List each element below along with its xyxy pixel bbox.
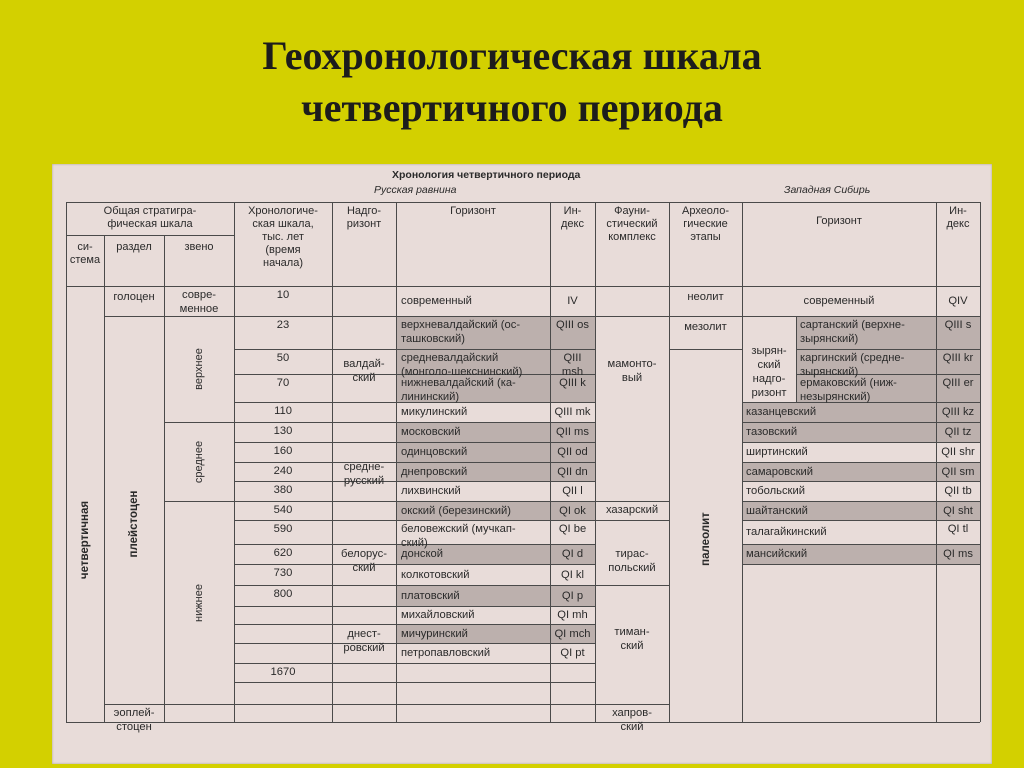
grid-line	[234, 462, 595, 463]
horizon-name: днепровский	[401, 465, 468, 478]
horizon-index: QI p	[561, 589, 584, 602]
grid-line	[796, 349, 980, 350]
faunal-tiraspol: тирас- польский	[608, 548, 656, 574]
horizon-index: QI pt	[560, 647, 585, 659]
chron-value: 380	[273, 484, 293, 496]
region-west-siberia: Западная Сибирь	[784, 184, 871, 196]
horizon-index: QI mch	[554, 627, 591, 640]
slide-title	[0, 30, 1024, 134]
superhorizon-dniester: днест- ровский	[343, 628, 385, 654]
ws-horizon-index: QII shr	[941, 446, 975, 458]
grid-line	[234, 422, 595, 423]
header-system: си- стема	[69, 241, 101, 266]
ws-horizon-name: сартанский (верхне- зырянский)	[800, 319, 905, 345]
header-faunal-complex: Фауни- стический комплекс	[606, 205, 658, 243]
header-index: Ин- декс	[561, 205, 584, 230]
grid-line	[234, 663, 595, 664]
chron-value: 1670	[270, 666, 296, 678]
grid-line	[234, 481, 595, 482]
grid-line	[595, 501, 669, 502]
grid-line	[234, 501, 595, 502]
header-split-line	[66, 235, 234, 236]
grid-line	[332, 286, 333, 722]
header-ws-index: Ин- декс	[946, 205, 970, 230]
horizon-index: IV	[567, 295, 578, 307]
grid-line	[595, 585, 669, 586]
archaeo-paleolithic: палеолит	[699, 512, 712, 566]
chron-value: 590	[273, 523, 293, 535]
link-lower: нижнее	[193, 583, 205, 622]
superhorizon-belorussian: белорус- ский	[341, 548, 387, 574]
horizon-index: QI mh	[557, 609, 588, 621]
table-right-line	[980, 202, 981, 722]
horizon-name: микулинский	[401, 406, 468, 418]
grid-line	[669, 349, 742, 350]
header-ws-horizon: Горизонт	[816, 215, 862, 227]
grid-line	[234, 643, 595, 644]
horizon-name: михайловский	[401, 609, 475, 621]
horizon-index: QII dn	[557, 465, 588, 478]
header-general-scale: Общая стратигра- фическая шкала	[103, 205, 197, 230]
chron-value: 10	[276, 289, 290, 301]
horizon-name: московский	[401, 426, 461, 438]
horizon-index: QI d	[561, 548, 584, 560]
horizon-index: QIII os	[556, 319, 589, 331]
horizon-name: колкотовский	[401, 568, 470, 581]
ws-horizon-name: ширтинский	[746, 446, 808, 458]
link-upper: верхнее	[193, 348, 205, 390]
ws-superhorizon-zyryan: зырян- ский надго- ризонт	[751, 345, 787, 399]
superhorizon-valdai: валдай- ский	[343, 358, 385, 384]
grid-line	[669, 316, 742, 317]
grid-line	[234, 520, 595, 521]
faunal-timan: тиман- ский	[614, 626, 650, 652]
grid-line	[742, 544, 980, 545]
grid-line	[796, 316, 797, 402]
chron-value: 50	[276, 352, 290, 364]
horizon-name: средневалдайский (монголо-шекснинский)	[401, 352, 523, 378]
ws-horizon-name: самаровский	[746, 465, 813, 478]
horizon-index: QIII mk	[554, 406, 591, 418]
ws-horizon-index: QII tb	[944, 485, 972, 497]
faunal-khazar: хазарский	[605, 504, 659, 516]
division-holocene: голоцен	[113, 291, 155, 303]
horizon-name: донской	[401, 548, 444, 560]
grid-line	[742, 442, 980, 443]
grid-line	[234, 606, 595, 607]
grid-line	[234, 585, 595, 586]
chron-value: 130	[273, 425, 293, 437]
header-link: звено	[184, 241, 214, 253]
title-line-1: Геохронологическая шкала	[262, 33, 762, 78]
system-quaternary: четвертичная	[79, 500, 91, 580]
chron-value: 110	[274, 405, 292, 417]
link-middle: среднее	[193, 440, 205, 483]
header-horizon: Горизонт	[450, 205, 496, 217]
grid-line	[234, 442, 595, 443]
faunal-khaprov: хапров- ский	[612, 707, 652, 733]
chron-value: 160	[273, 445, 293, 457]
grid-line	[234, 564, 595, 565]
grid-line	[332, 704, 396, 705]
ws-horizon-index: QIII kz	[941, 406, 975, 418]
grid-line	[742, 481, 980, 482]
grid-line	[332, 585, 396, 586]
grid-line	[742, 422, 980, 423]
chron-value: 70	[276, 377, 290, 389]
grid-line	[164, 501, 234, 502]
ws-horizon-name: каргинский (средне- зырянский)	[800, 352, 905, 378]
grid-line	[742, 520, 980, 521]
grid-line	[104, 316, 980, 317]
horizon-name: беловежский (мучкап- ский)	[401, 523, 516, 549]
horizon-index: QII l	[562, 485, 583, 497]
header-division: раздел	[116, 241, 152, 253]
horizon-name: современный	[401, 295, 472, 307]
table-bottom-line	[66, 722, 980, 723]
horizon-index: QII ms	[556, 426, 589, 438]
grid-line	[164, 422, 234, 423]
division-pleistocene: плейстоцен	[128, 490, 140, 558]
grid-line	[742, 402, 796, 403]
chron-value: 540	[273, 504, 293, 516]
chron-value: 800	[273, 588, 293, 600]
ws-horizon-index: QII tz	[944, 426, 972, 438]
ws-horizon-name: казанцевский	[746, 406, 817, 418]
header-chron-scale: Хронологиче- ская шкала, тыс. лет (время начала)	[248, 205, 318, 269]
table-caption: Хронология четвертичного периода	[392, 169, 581, 181]
horizon-name: мичуринский	[401, 627, 468, 640]
ws-horizon-name: тобольский	[746, 485, 805, 497]
archaeo-neolithic: неолит	[687, 291, 724, 303]
chron-value: 240	[273, 465, 293, 477]
grid-line	[396, 286, 397, 722]
horizon-index: QIII msh	[561, 352, 584, 378]
ws-horizon-name: тазовский	[746, 426, 798, 438]
superhorizon-middle-russian: средне- русский	[343, 461, 385, 487]
horizon-name: нижневалдайский (ка- лининский)	[401, 377, 516, 403]
chron-value: 23	[276, 319, 290, 331]
horizon-name: верхневалдайский (ос- ташковский)	[401, 319, 521, 345]
chron-value: 730	[273, 567, 293, 579]
ws-horizon-name: ермаковский (ниж- незырянский)	[800, 377, 897, 403]
scanned-table	[52, 164, 992, 764]
ws-horizon-name: талагайкинский	[746, 526, 827, 538]
ws-horizon-name: современный	[803, 295, 875, 307]
grid-line	[104, 704, 234, 705]
horizon-index: QI kl	[561, 568, 584, 581]
faunal-mammoth: мамонто- вый	[607, 358, 657, 384]
grid-line	[742, 462, 980, 463]
ws-horizon-index: QIII s	[944, 319, 972, 331]
ws-horizon-index: QI sht	[943, 504, 973, 517]
horizon-index: QI be	[558, 523, 587, 535]
archaeo-mesolithic: мезолит	[684, 321, 727, 333]
title-line-2: четвертичного периода	[301, 85, 723, 130]
horizon-name: платовский	[401, 589, 460, 602]
header-archaeo-stages: Археоло- гические этапы	[681, 205, 730, 243]
table-left-line	[66, 202, 67, 722]
ws-horizon-name: мансийский	[746, 548, 808, 560]
grid-line	[595, 316, 669, 317]
link-modern: совре- менное	[179, 289, 219, 315]
grid-line	[332, 501, 396, 502]
ws-horizon-index: QI ms	[943, 548, 973, 560]
ws-horizon-index: QII sm	[941, 465, 975, 478]
grid-line	[742, 564, 980, 565]
grid-line	[669, 286, 670, 722]
ws-horizon-index: QIII er	[942, 377, 974, 389]
grid-line	[234, 682, 595, 683]
horizon-name: окский (березинский)	[401, 504, 512, 517]
horizon-name: лихвинский	[401, 485, 461, 497]
grid-line	[164, 286, 165, 722]
table-top-line	[66, 202, 980, 203]
chron-value: 620	[273, 547, 293, 559]
horizon-index: QI ok	[559, 504, 586, 517]
ws-horizon-index: QIII kr	[942, 352, 974, 364]
horizon-index: QII od	[557, 446, 588, 458]
ws-horizon-index: QI tl	[947, 523, 969, 535]
grid-line	[104, 286, 105, 722]
grid-line	[234, 704, 595, 705]
horizon-index: QIII k	[559, 377, 586, 389]
header-bottom-line	[66, 286, 980, 287]
grid-line	[332, 422, 396, 423]
ws-horizon-name: шайтанский	[746, 504, 808, 517]
horizon-name: одинцовский	[401, 446, 468, 458]
grid-line	[234, 624, 595, 625]
ws-horizon-index: QIV	[948, 295, 968, 307]
grid-line	[595, 704, 669, 705]
chronology-table	[52, 164, 992, 764]
grid-line	[234, 349, 595, 350]
grid-line	[595, 520, 669, 521]
header-superhorizon: Надго- ризонт	[346, 205, 382, 230]
region-russian-plain: Русская равнина	[374, 184, 457, 196]
grid-line	[742, 501, 980, 502]
horizon-name: петропавловский	[401, 647, 491, 659]
division-eopleistocene: эоплей- стоцен	[113, 707, 155, 733]
